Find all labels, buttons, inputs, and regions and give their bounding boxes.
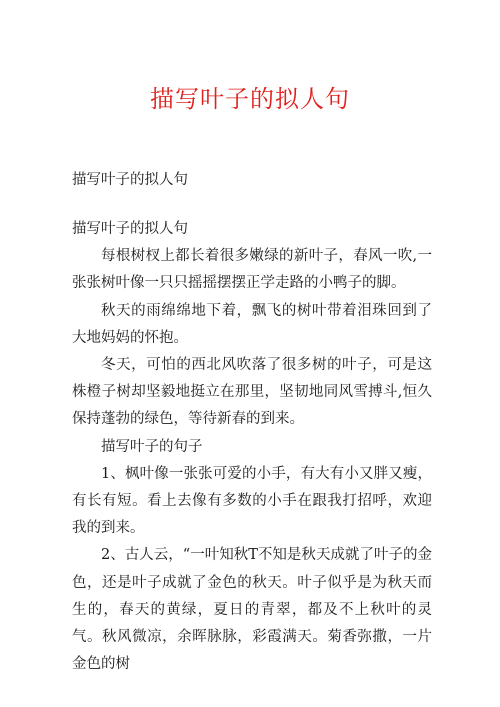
paragraph: 每根树杈上都长着很多嫩绿的新叶子，春风一吹,一张张树叶像一只只摇摇摆摆正学走路的小鸭子的脚。 (72, 248, 432, 292)
document-body (72, 216, 432, 678)
paragraph: 1、枫叶像一张张可爱的小手，有大有小又胖又瘦，有长有短。看上去像有多数的小手在跟我打招呼，欢迎我的到来。 (72, 465, 432, 537)
paragraph: 秋天的雨绵绵地下着，飘飞的树叶带着泪珠回到了大地妈妈的怀抱。 (72, 302, 432, 346)
paragraph: 2、古人云，“一叶知秋T不知是秋天成就了叶子的金色，还是叶子成就了金色的秋天。叶子似乎是为秋天而生的，春天的黄绿，夏日的青翠，都及不上秋叶的灵气。秋风微凉，余晖脉脉，彩霞满天。菊香弥撒，一片金色的树 (72, 547, 432, 673)
document-subtitle: 描写叶子的拟人句 (72, 172, 188, 188)
section-heading: 描写叶子的拟人句 (72, 221, 188, 237)
document-title: 描写叶子的拟人句 (150, 85, 350, 113)
paragraph: 冬天，可怕的西北风吹落了很多树的叶子，可是这株橙子树却坚毅地挺立在那里，坚韧地同风雪搏斗,恒久保持蓬勃的绿色，等待新春的到来。 (72, 357, 432, 428)
section-heading: 描写叶子的句子 (101, 438, 203, 455)
